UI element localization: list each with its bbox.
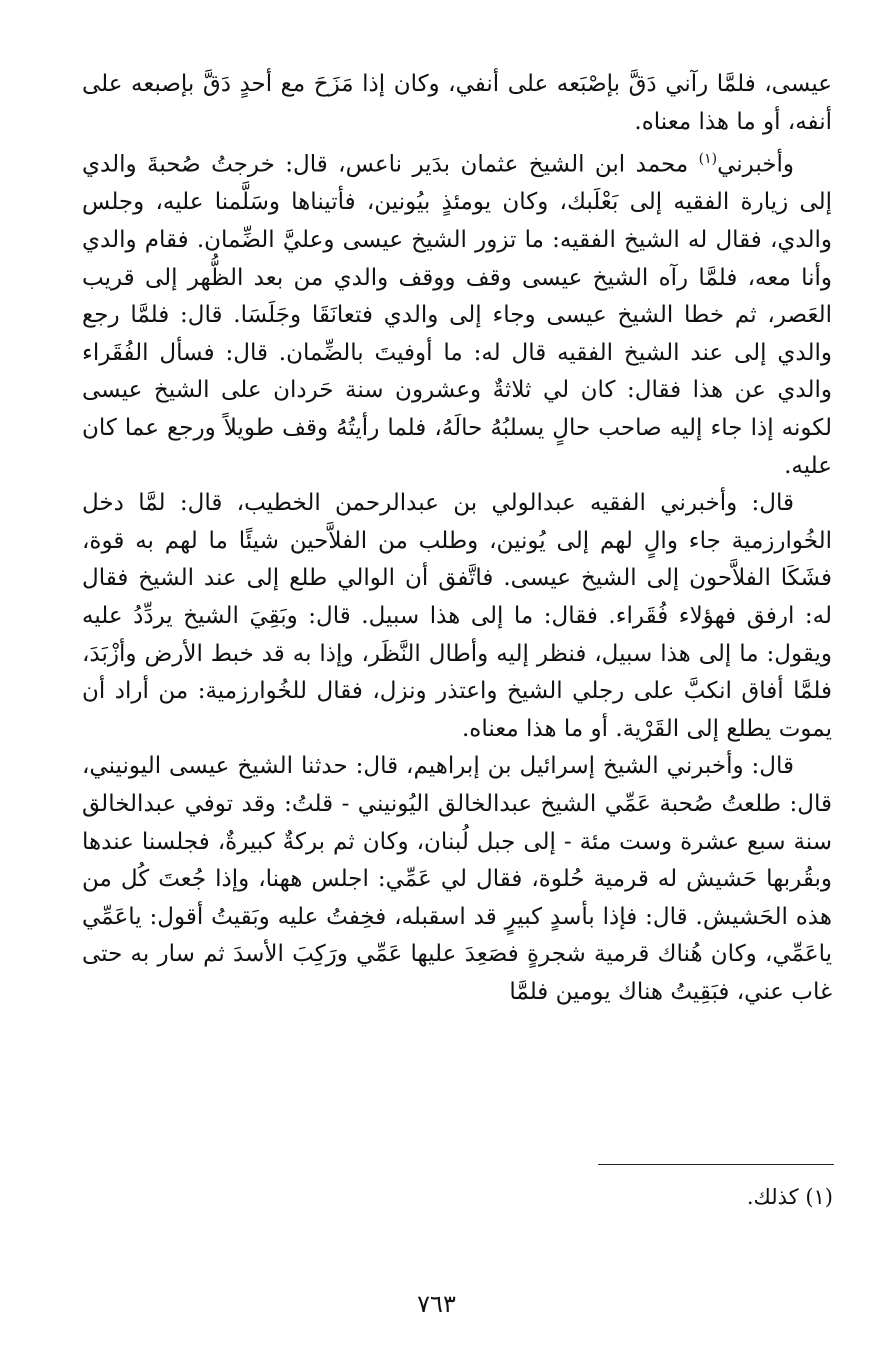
footnote-divider bbox=[598, 1164, 834, 1165]
paragraph-1: عيسى، فلمَّا رآني دَقَّ بإصْبَعه على أنفي، وكان إذا مَزَحَ مع أحدٍ دَقَّ بإصبعه على أنفه، أو ما هذا معناه. bbox=[82, 71, 832, 135]
paragraph-2 bbox=[82, 141, 832, 485]
footnote-number: (١) bbox=[805, 1185, 833, 1209]
paragraph-3: قال: وأخبرني الفقيه عبدالولي بن عبدالرحمن الخطيب، قال: لمَّا دخل الخُوارزمية جاء والٍ لهم إلى يُونين، وطلب من الفلاَّحين شيئًا ما لهم به قوة، فشَكَا الفلاَّحون إلى الشيخ عيسى. فاتَّفق أن الوالي طلع إلى عند الشيخ فقال له: ارفق فهؤلاء فُقَراء. فقال: ما إلى هذا سبيل. قال: وبَقِيَ الشيخ يردِّدُ عليه ويقول: ما إلى هذا سبيل، فنظر إليه وأطال النَّظَر، وإذا به قد خبط الأرض وأزْبَدَ، فلمَّا أفاق انكبَّ على رجلي الشيخ واعتذر ونزل، فقال للخُوارزمية: من أراد أن يموت يطلع إلى القَرْية. أو ما هذا معناه. bbox=[82, 490, 832, 742]
footnote-text: كذلك. bbox=[746, 1185, 799, 1209]
paragraph-2-lead: وأخبرني bbox=[717, 151, 794, 178]
body-text bbox=[82, 66, 832, 1012]
paragraph-4: قال: وأخبرني الشيخ إسرائيل بن إبراهيم، قال: حدثنا الشيخ عيسى اليونيني، قال: طلعتُ صُحبة عَمِّي الشيخ عبدالخالق اليُونيني - قلتُ: وقد توفي عبدالخالق سنة سبع عشرة وست مئة - إلى جبل لُبنان، وكان ثم بركةٌ كبيرةٌ، فجلسنا عندها وبقُربها حَشيش له قرمية حُلوة، فقال لي عَمِّي: اجلس ههنا، وإذا جُعتَ كُل من هذه الحَشيش. قال: فإذا بأسدٍ كبيرٍ قد اسقبله، فخِفتُ عليه وبَقيتُ أقول: ياعَمِّي ياعَمِّي، وكان هُناك قرمية شجرةٍ فصَعِدَ عليها عَمِّي ورَكِبَ الأسدَ ثم سار به حتى غاب عني، فبَقِيتُ هناك يومين فلمَّا bbox=[82, 753, 832, 1005]
paragraph-2-body: محمد ابن الشيخ عثمان بدَير ناعس، قال: خرجتُ صُحبةَ والدي إلى زيارة الفقيه إلى بَعْلَبك، وكان يومئذٍ بيُونين، فأتيناها وسَلَّمنا عليه، وجلس والدي، فقال له الشيخ الفقيه: ما تزور الشيخ عيسى وعليَّ الضِّمان. فقام والدي وأنا معه، فلمَّا رآه الشيخ عيسى وقف ووقف والدي من بعد الظُّهر إلى قريب العَصر، ثم خطا الشيخ عيسى وجاء إلى والدي فتعانَقَا وجَلَسَا. قال: فلمَّا رجع والدي إلى عند الشيخ الفقيه قال له: ما أوفيتَ بالضِّمان. قال: فسأل الفُقَراء والدي عن هذا فقال: كان لي ثلاثةٌ وعشرون سنة حَردان على الشيخ عيسى لكونه إذا جاء إليه صاحب حالٍ يسلبُهُ حالَهُ، فلما رأيتُهُ وقف طويلاً ورجع عما كان عليه. bbox=[82, 151, 832, 479]
footnote bbox=[333, 1183, 833, 1211]
footnote-reference: (١) bbox=[698, 151, 718, 168]
page-number: ٧٦٣ bbox=[417, 1290, 456, 1318]
